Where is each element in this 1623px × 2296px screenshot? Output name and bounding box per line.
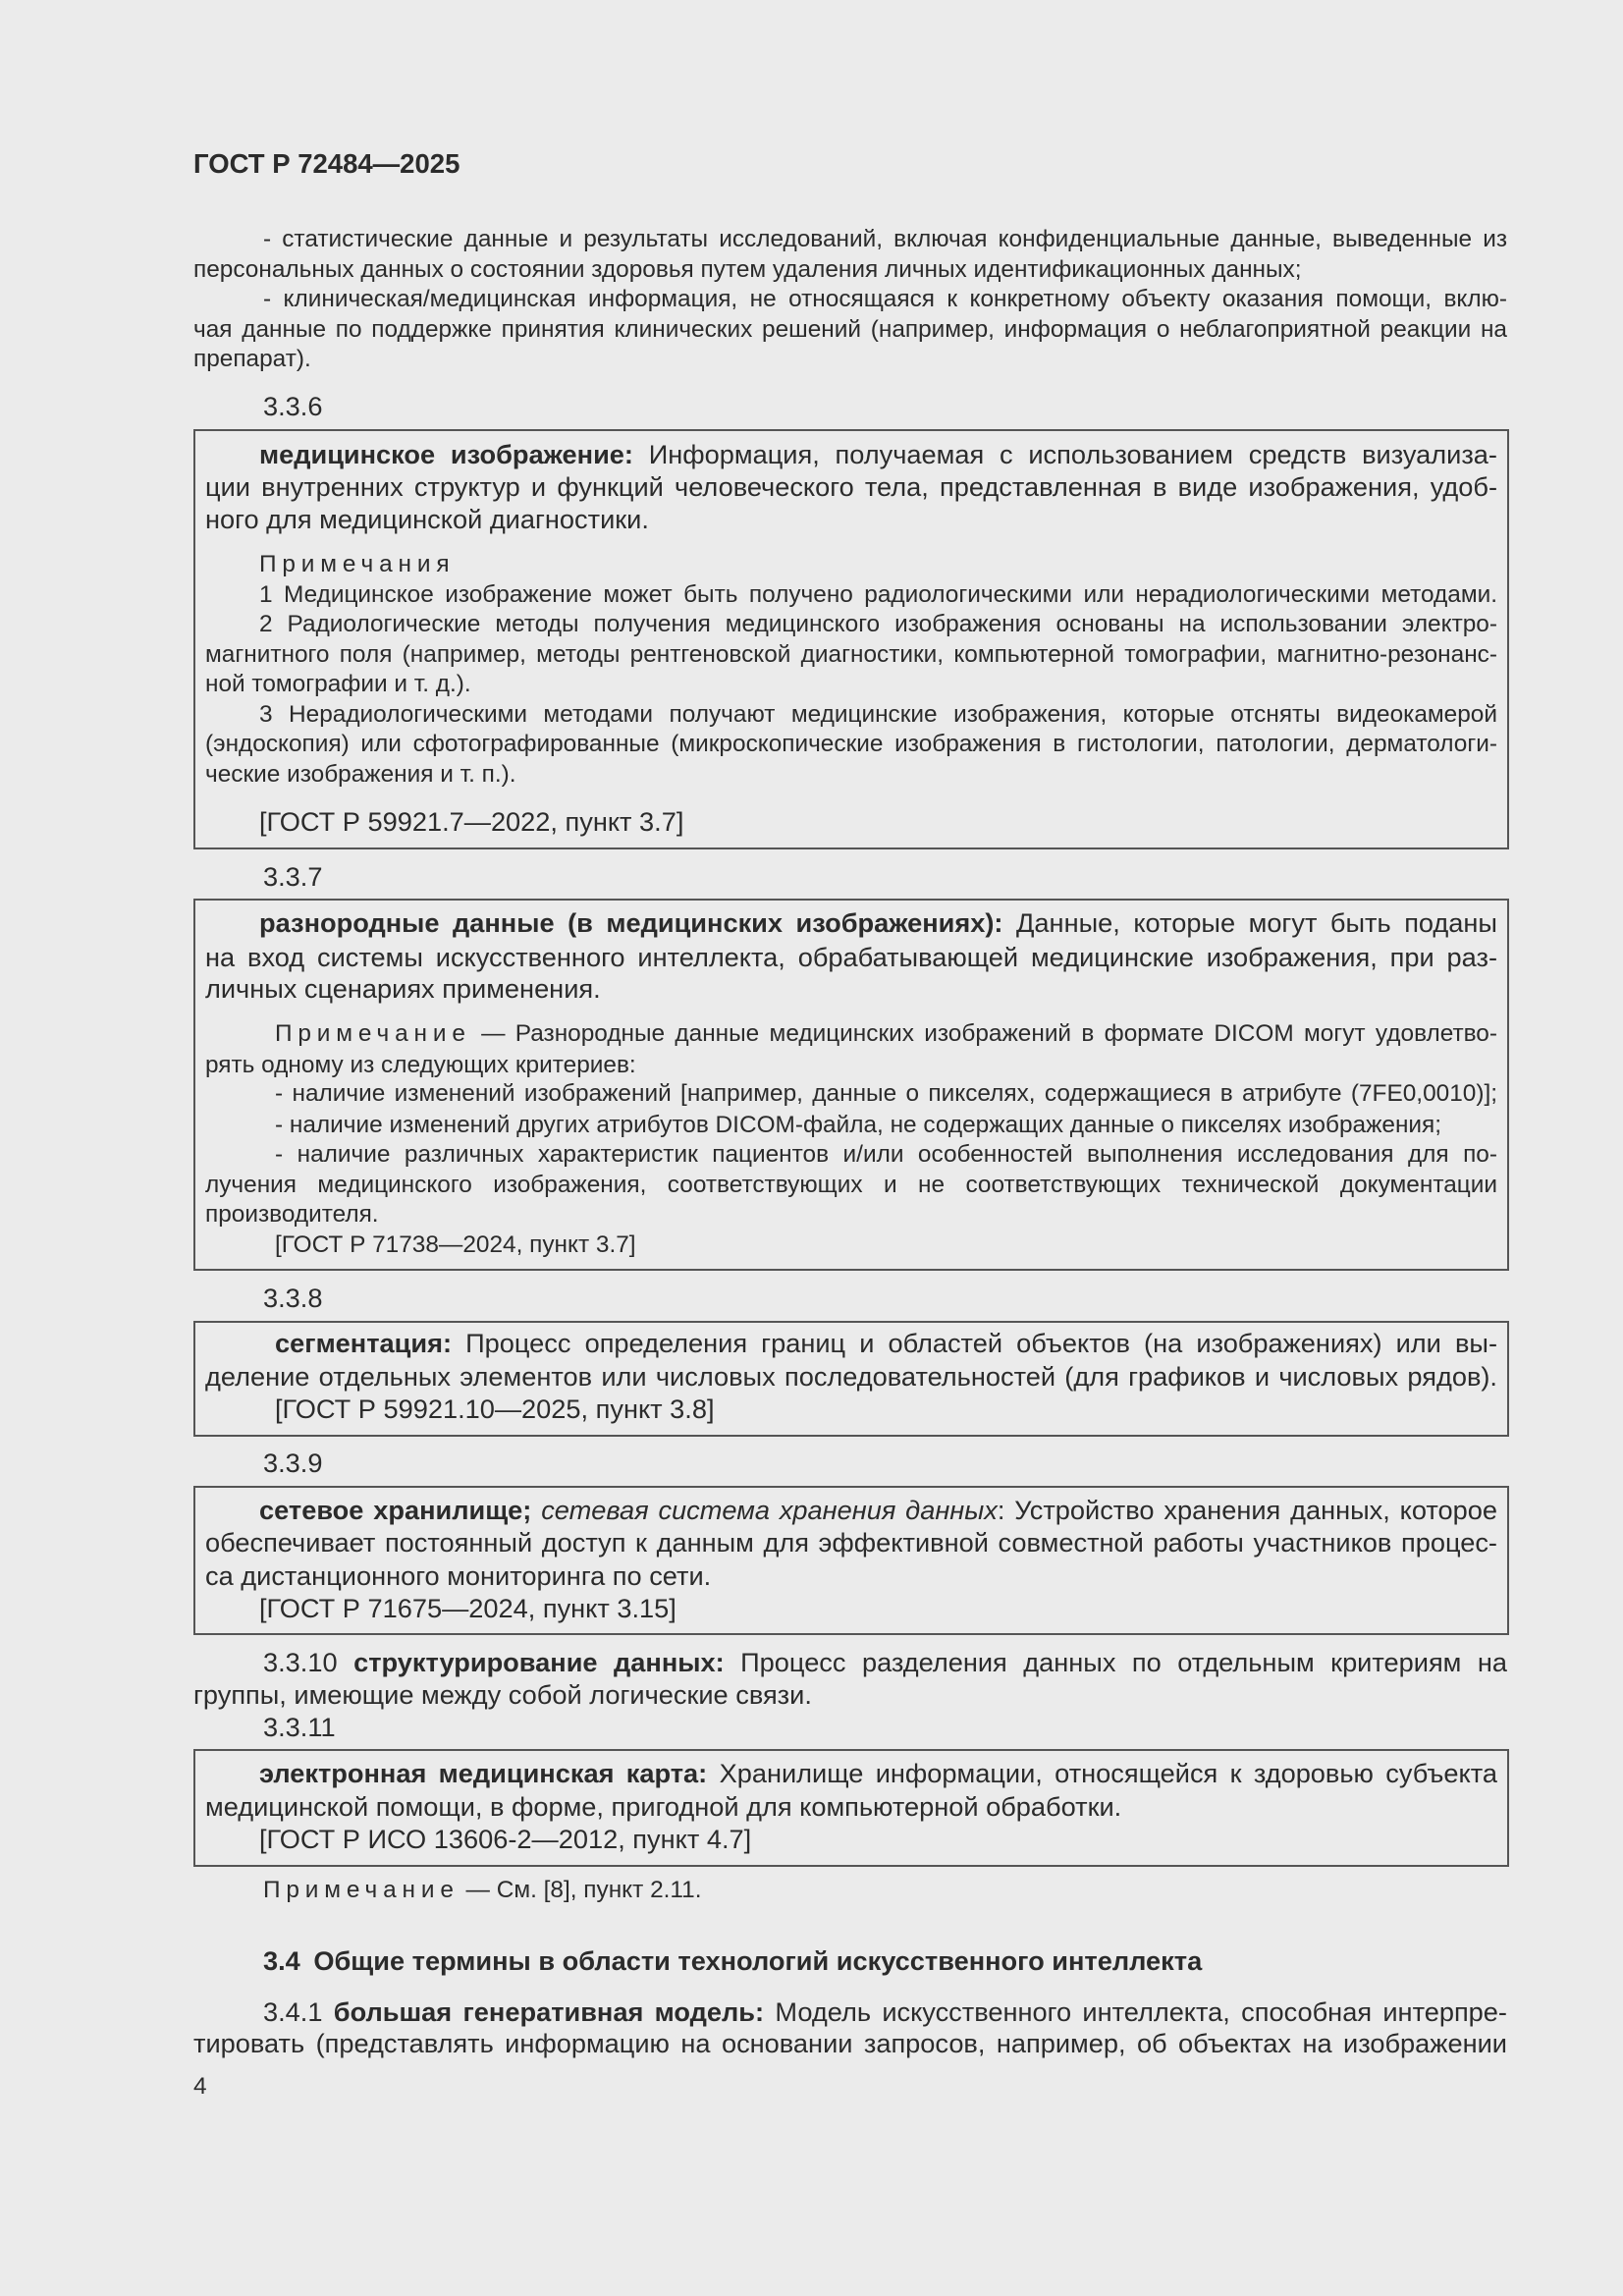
- definition-line: [259, 906, 1497, 939]
- term-number: 3.4.1: [263, 1996, 323, 2027]
- note-line: 2 Радиологические методы получения медицинского изображения основаны на использовании электро-: [259, 611, 1497, 637]
- definition-line: ного для медицинской диагностики.: [205, 504, 649, 534]
- source-reference: [ГОСТ Р ИСО 13606-2—2012, пункт 4.7]: [259, 1824, 752, 1854]
- definition-line: на вход системы искусственного интеллекта, обрабатывающей медицинские изображения, при раз-: [205, 942, 1497, 972]
- note-label: Примечание: [263, 1877, 460, 1903]
- definition-line: са дистанционного мониторинга по сети.: [205, 1560, 712, 1591]
- source-reference: [ГОСТ Р 71738—2024, пункт 3.7]: [275, 1231, 636, 1258]
- synonym-punctuation: :: [997, 1495, 1005, 1525]
- note-bullet: - наличие различных характеристик пациентов и/или особенностей выполнения исследования для по-: [275, 1141, 1497, 1168]
- note-line: ной томографии и т. д.).: [205, 671, 471, 697]
- definition-line: [259, 1757, 1497, 1789]
- definition-line: обеспечивает постоянный доступ к данным для эффективной совместной работы участников процес-: [205, 1527, 1497, 1558]
- note-line: 3 Нерадиологическими методами получают медицинские изображения, которые отсняты видеокамерой: [259, 701, 1497, 728]
- definition-text: Модель искусственного интеллекта, способная интерпре-: [775, 1996, 1507, 2027]
- page-number: 4: [193, 2073, 207, 2100]
- term-name: сегментация:: [275, 1328, 452, 1358]
- section-title: Общие термины в области технологий искусственного интеллекта: [313, 1945, 1203, 1976]
- intro-line: - статистические данные и результаты исследований, включая конфиденциальные данные, выведенные из: [263, 226, 1507, 252]
- note-line: (эндоскопия) или сфотографированные (микроскопические изображения в гистологии, патологии, дерматологи-: [205, 731, 1497, 757]
- note-label: Примечание: [275, 1020, 471, 1047]
- definition-line: [263, 1646, 1507, 1678]
- term-number: 3.3.6: [263, 391, 323, 421]
- intro-line: чая данные по поддержке принятия клинических решений (например, информация о неблагоприятной реакции на: [193, 316, 1507, 343]
- term-number: 3.3.11: [263, 1712, 336, 1742]
- note-bullet: - наличие изменений других атрибутов DICOM-файла, не содержащих данные о пикселях изображения;: [275, 1112, 1442, 1138]
- term-name: медицинское изображение:: [259, 439, 633, 469]
- notes-heading: Примечания: [259, 551, 456, 577]
- source-reference: [ГОСТ Р 71675—2024, пункт 3.15]: [259, 1593, 676, 1623]
- note-line: [275, 1019, 1497, 1049]
- term-number: 3.3.10: [263, 1647, 338, 1677]
- term-number: 3.3.7: [263, 861, 323, 892]
- note-line: производителя.: [205, 1201, 379, 1228]
- section-number: 3.4: [263, 1945, 300, 1976]
- term-number: 3.3.9: [263, 1448, 323, 1478]
- definition-text: Хранилище информации, относящейся к здоровью субъекта: [719, 1758, 1498, 1788]
- definition-text: Устройство хранения данных, которое: [1014, 1495, 1497, 1525]
- note-text: — См. [8], пункт 2.11.: [465, 1877, 702, 1903]
- term-synonym: сетевая система хранения данных: [541, 1495, 998, 1525]
- note-line: рять одному из следующих критериев:: [205, 1052, 636, 1078]
- term-name: структурирование данных:: [353, 1647, 725, 1677]
- term-name: сетевое хранилище;: [259, 1495, 532, 1525]
- definition-line: группы, имеющие между собой логические связи.: [193, 1679, 812, 1710]
- definition-line: [263, 1995, 1507, 2028]
- intro-line: персональных данных о состоянии здоровья путем удаления личных идентификационных данных;: [193, 256, 1302, 283]
- note-line: 1 Медицинское изображение может быть получено радиологическими или нерадиологическими методами.: [259, 581, 1497, 608]
- definition-line: [275, 1327, 1497, 1359]
- term-name: большая генеративная модель:: [333, 1996, 765, 2027]
- definition-text: Данные, которые могут быть поданы: [1016, 907, 1497, 938]
- definition-text: Процесс разделения данных по отдельным критериям на: [740, 1647, 1507, 1677]
- definition-line: медицинской помощи, в форме, пригодной для компьютерной обработки.: [205, 1791, 1122, 1822]
- document-designation: ГОСТ Р 72484—2025: [193, 148, 460, 179]
- definition-text: Процесс определения границ и областей объектов (на изображениях) или вы-: [465, 1328, 1497, 1358]
- definition-line: деление отдельных элементов или числовых последовательностей (для графиков и числовых рядов).: [205, 1361, 1497, 1392]
- source-reference: [ГОСТ Р 59921.7—2022, пункт 3.7]: [259, 806, 684, 837]
- definition-text: Информация, получаемая с использованием средств визуализа-: [648, 439, 1497, 469]
- term-name: электронная медицинская карта:: [259, 1758, 708, 1788]
- definition-line: [259, 1494, 1497, 1526]
- note-text: — Разнородные данные медицинских изображений в формате DICOM могут удовлетво-: [481, 1020, 1497, 1047]
- intro-line: препарат).: [193, 346, 311, 372]
- note-line: магнитного поля (например, методы рентгеновской диагностики, компьютерной томографии, магнитно-резонанс-: [205, 641, 1497, 668]
- note-bullet: - наличие изменений изображений [например, данные о пикселях, содержащиеся в атрибуте (7FE0,0010)];: [275, 1080, 1497, 1107]
- term-number: 3.3.8: [263, 1283, 323, 1313]
- note-line: ческие изображения и т. п.).: [205, 761, 516, 788]
- note-line: лучения медицинского изображения, соответствующих и не соответствующих технической документации: [205, 1172, 1497, 1198]
- note-line: [263, 1876, 702, 1905]
- intro-line: - клиническая/медицинская информация, не относящаяся к конкретному объекту оказания помощи, вклю-: [263, 286, 1507, 312]
- definition-line: личных сценариях применения.: [205, 973, 601, 1004]
- source-reference: [ГОСТ Р 59921.10—2025, пункт 3.8]: [275, 1394, 715, 1424]
- definition-line: тировать (представлять информацию на основании запросов, например, об объектах на изображении: [193, 2028, 1507, 2058]
- section-heading: [263, 1944, 1202, 1977]
- definition-line: ции внутренних структур и функций человеческого тела, представленная в виде изображения, удоб-: [205, 471, 1497, 502]
- term-name: разнородные данные (в медицинских изображениях):: [259, 907, 1003, 938]
- definition-line: [259, 438, 1497, 470]
